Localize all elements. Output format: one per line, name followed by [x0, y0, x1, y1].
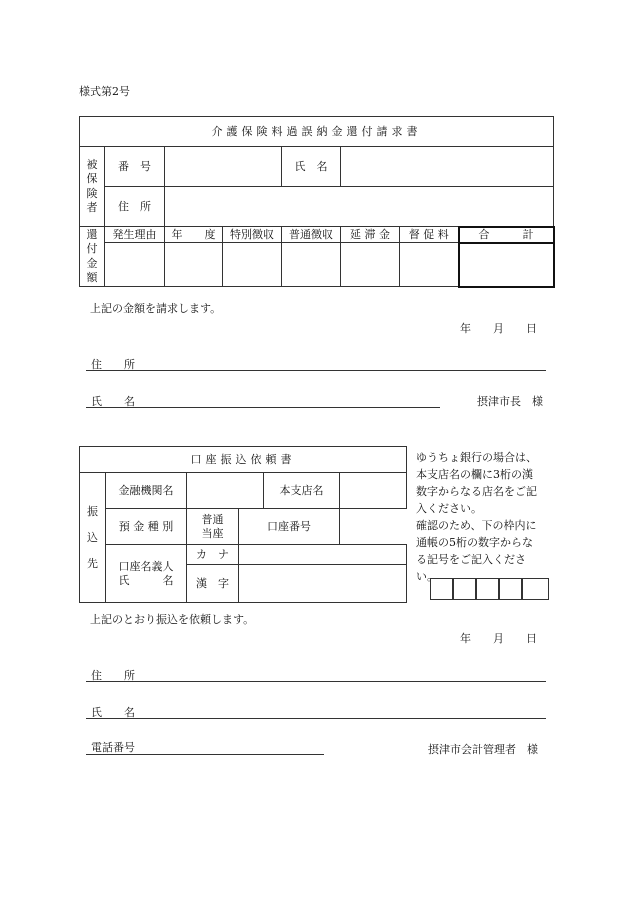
yucho-note-line: い。 — [416, 570, 438, 583]
passbook-code-digit-4[interactable] — [499, 578, 522, 600]
bank-label: 金融機関名 — [106, 473, 187, 509]
branch-field[interactable] — [340, 473, 407, 509]
insured-number-field[interactable] — [165, 147, 282, 187]
refund-request-text: 上記の金額を請求します。 — [90, 302, 222, 315]
destination-label-text: 振込先 — [87, 504, 98, 570]
deposit-type-options[interactable] — [187, 509, 239, 545]
deposit-type-ordinary[interactable]: 普通 — [201, 512, 224, 526]
kana-field[interactable] — [239, 545, 407, 565]
kanji-field[interactable] — [239, 565, 407, 603]
transfer-date: 年 月 日 — [460, 632, 537, 645]
name-label: 氏 名 — [282, 147, 341, 187]
column-total: 合 計 — [459, 227, 554, 243]
yucho-note-line: ゆうちょ銀行の場合は、 — [416, 451, 537, 464]
branch-label: 本支店名 — [264, 473, 340, 509]
special-collection-field[interactable] — [223, 243, 282, 287]
refund-request-table — [79, 116, 555, 288]
refund-title: 介護保険料過誤納金還付請求書 — [80, 117, 554, 147]
passbook-code-digit-5[interactable] — [522, 578, 549, 600]
total-field[interactable] — [459, 243, 554, 287]
transfer-title: 口座振込依頼書 — [80, 447, 407, 473]
refund-addressee: 摂津市長 様 — [477, 395, 543, 408]
reason-field[interactable] — [105, 243, 165, 287]
insured-label-text: 被保険者 — [86, 157, 98, 214]
column-reason: 発生理由 — [105, 227, 165, 243]
refund-applicant-address-label: 住 所 — [91, 358, 135, 371]
insured-label — [80, 147, 105, 227]
insured-address-field[interactable] — [165, 187, 554, 227]
kana-label: カ ナ — [187, 545, 239, 565]
yucho-note-line: 数字からなる店名をご記 — [416, 485, 537, 498]
yucho-note-line: 入ください。 — [416, 502, 482, 515]
refund-amount-label-text: 還付金額 — [86, 227, 98, 284]
account-holder-label — [106, 545, 187, 603]
refund-amount-label — [80, 227, 105, 287]
account-holder-label-1: 口座名義人 — [118, 559, 174, 573]
deposit-type-current[interactable]: 当座 — [201, 526, 224, 540]
year-field[interactable] — [165, 243, 223, 287]
destination-label — [80, 473, 106, 603]
yucho-note-line: 通帳の5桁の数字からな — [416, 536, 533, 549]
refund-date: 年 月 日 — [460, 322, 537, 335]
refund-applicant-address-line[interactable] — [86, 354, 546, 371]
transfer-request-text: 上記のとおり振込を依頼します。 — [90, 613, 255, 626]
account-holder-label-2: 氏 名 — [118, 573, 174, 587]
phone-line[interactable] — [86, 738, 324, 755]
passbook-code-digit-3[interactable] — [476, 578, 499, 600]
transfer-addressee: 摂津市会計管理者 様 — [428, 743, 538, 756]
account-number-field[interactable] — [340, 509, 407, 545]
passbook-code-digit-2[interactable] — [453, 578, 476, 600]
kanji-label: 漢 字 — [187, 565, 239, 603]
reminder-fee-field[interactable] — [400, 243, 459, 287]
yucho-note-line: 本支店名の欄に3桁の漢 — [416, 468, 533, 481]
deposit-type-label: 預 金 種 別 — [106, 509, 187, 545]
late-fee-field[interactable] — [341, 243, 400, 287]
refund-applicant-name-line[interactable] — [86, 391, 440, 408]
column-late-fee: 延 滞 金 — [341, 227, 400, 243]
passbook-code-digit-1[interactable] — [430, 578, 453, 600]
phone-label: 電話番号 — [91, 741, 135, 754]
number-label: 番 号 — [105, 147, 165, 187]
transfer-applicant-address-line[interactable] — [86, 665, 546, 682]
account-number-label: 口座番号 — [239, 509, 340, 545]
ordinary-collection-field[interactable] — [282, 243, 341, 287]
bank-field[interactable] — [187, 473, 264, 509]
transfer-applicant-name-line[interactable] — [86, 702, 546, 719]
column-ordinary-collection: 普通徴収 — [282, 227, 341, 243]
transfer-request-table — [79, 446, 407, 603]
form-number: 様式第2号 — [79, 85, 130, 98]
transfer-applicant-address-label: 住 所 — [91, 669, 135, 682]
address-label: 住 所 — [105, 187, 165, 227]
insured-name-field[interactable] — [341, 147, 554, 187]
yucho-note-line: る記号をご記入くださ — [416, 553, 526, 566]
refund-applicant-name-label: 氏 名 — [91, 395, 135, 408]
yucho-note-line: 確認のため、下の枠内に — [416, 519, 537, 532]
column-year: 年 度 — [165, 227, 223, 243]
transfer-applicant-name-label: 氏 名 — [91, 706, 135, 719]
yucho-note — [416, 449, 556, 585]
column-reminder-fee: 督 促 料 — [400, 227, 459, 243]
column-special-collection: 特別徴収 — [223, 227, 282, 243]
